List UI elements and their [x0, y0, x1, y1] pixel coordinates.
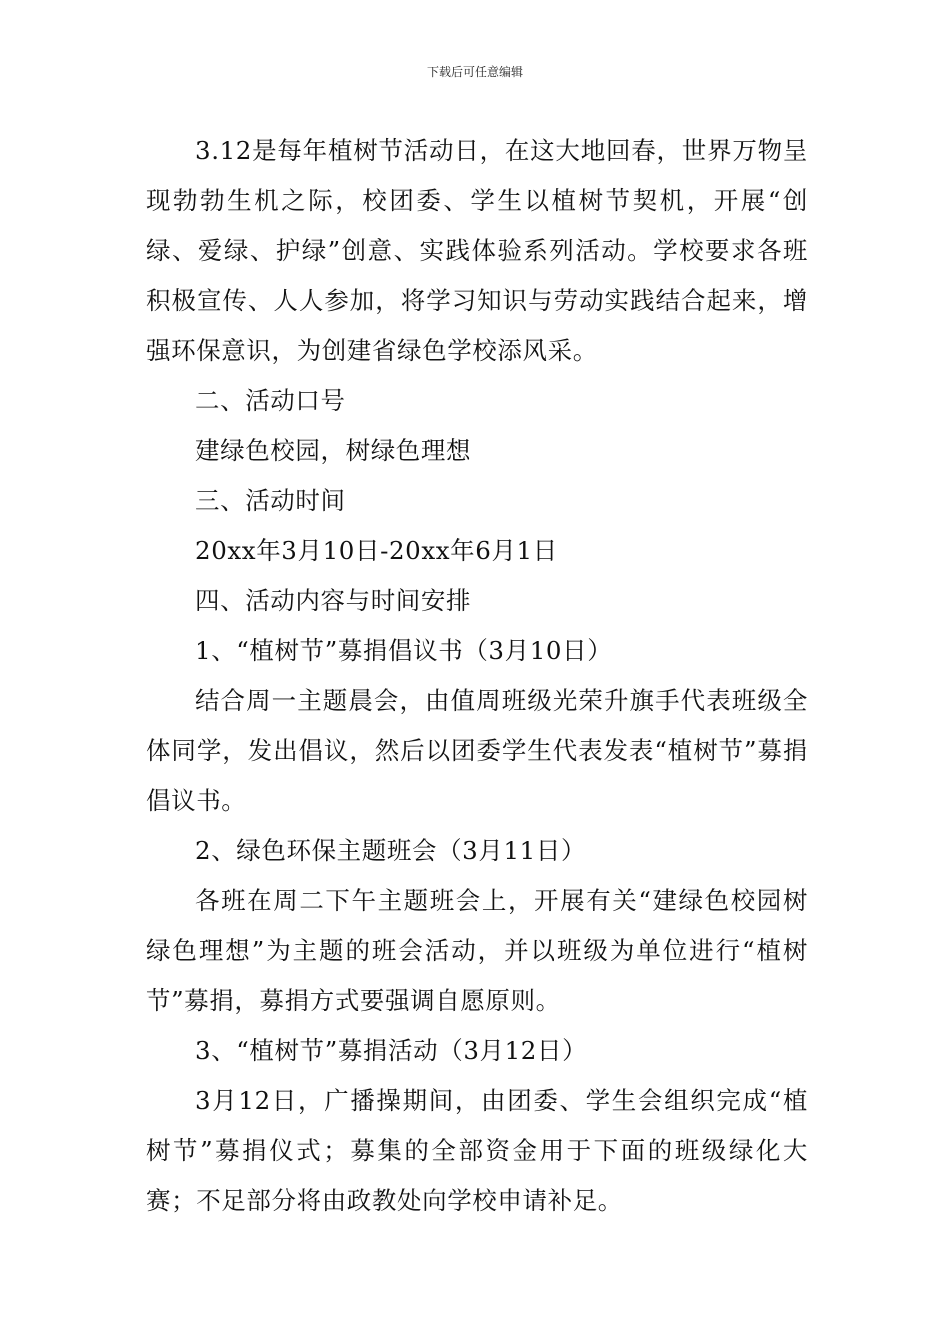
intro-paragraph: 3.12是每年植树节活动日，在这大地回春，世界万物呈现勃勃生机之际，校团委、学生以植树节契机，开展“创绿、爱绿、护绿”创意、实践体验系列活动。学校要求各班积极宣传、人人参加，将学习知识与劳动实践结合起来，增强环保意识，为创建省绿色学校添风采。 — [146, 136, 808, 365]
item-2-heading: 2、绿色环保主题班会（3月11日） — [195, 836, 587, 865]
item-2-paragraph: 各班在周二下午主题班会上，开展有关“建绿色校园树绿色理想”为主题的班会活动，并以班级为单位进行“植树节”募捐，募捐方式要强调自愿原则。 — [146, 886, 808, 1015]
document-body — [146, 126, 808, 1226]
activity-date-range: 20xx年3月10日-20xx年6月1日 — [195, 536, 558, 565]
section-heading-content: 四、活动内容与时间安排 — [195, 586, 472, 615]
item-3-paragraph: 3月12日，广播操期间，由团委、学生会组织完成“植树节”募捐仪式；募集的全部资金用于下面的班级绿化大赛；不足部分将由政教处向学校申请补足。 — [146, 1086, 808, 1215]
item-1-paragraph: 结合周一主题晨会，由值周班级光荣升旗手代表班级全体同学，发出倡议，然后以团委学生代表发表“植树节”募捐倡议书。 — [146, 686, 808, 815]
item-3-heading: 3、“植树节”募捐活动（3月12日） — [195, 1036, 588, 1065]
slogan-text: 建绿色校园，树绿色理想 — [195, 436, 472, 465]
item-1-heading: 1、“植树节”募捐倡议书（3月10日） — [195, 636, 613, 665]
page-header-note: 下载后可任意编辑 — [426, 65, 523, 79]
section-heading-slogan: 二、活动口号 — [195, 386, 346, 415]
section-heading-time: 三、活动时间 — [195, 486, 346, 515]
